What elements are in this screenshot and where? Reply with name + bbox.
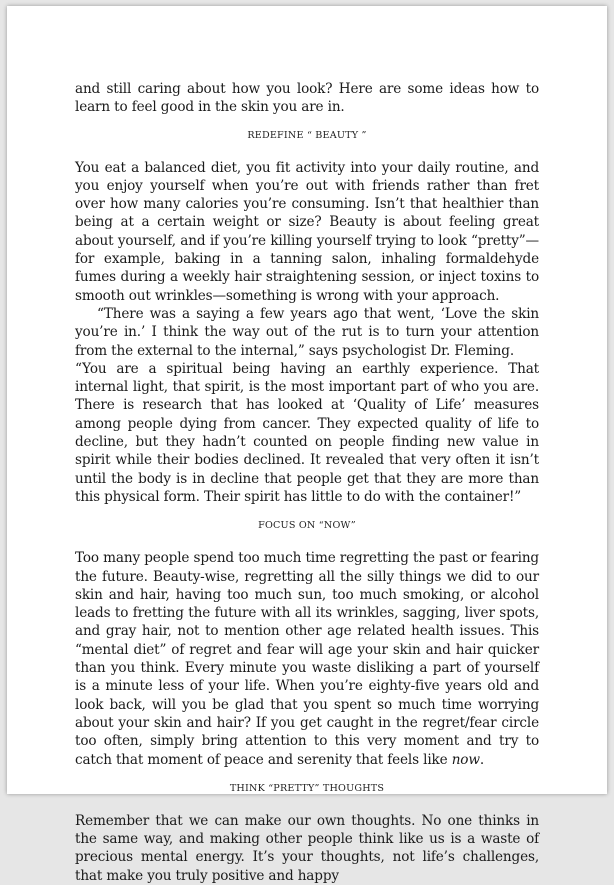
paragraph-love-the-skin: “There was a saying a few years ago that went, ‘Love the skin you’re in.’ I think the way out of the rut is to turn your attention from the external to the internal,” says psychologist Dr. Fleming. — [75, 305, 539, 359]
paragraph-balanced-diet: You eat a balanced diet, you fit activity into your daily routine, and you enjoy yourself when you’re out with friends rather than fret over how many calories you’re consuming. Isn’t that healthier than being at a certain weight or size? Beauty is about feeling great about yourself, and if you’re killing yourself trying to look “pretty”—for example, baking in a tanning salon, inhaling formaldehyde fumes during a weekly hair straightening session, or inject toxins to smooth out wrinkles—something is wrong with your approach. — [75, 159, 539, 304]
paragraph-regret-and-fear — [75, 549, 539, 769]
paragraph-regret-period: . — [479, 751, 484, 768]
section-heading-think-pretty-thoughts: THINK “PRETTY” THOUGHTS — [229, 782, 385, 794]
paragraph-intro-continuation: and still caring about how you look? Here are some ideas how to learn to feel good in the skin you are in. — [75, 81, 539, 116]
emphasis-now: now — [451, 751, 480, 768]
paragraph-regret-text: Too many people spend too much time regretting the past or fearing the future. Beauty-wise, regretting all the silly things we did to our skin and hair, having too much sun, too much smoking, or alcohol leads to fretting the future with all its wrinkles, sagging, liver spots, and gray hair, not to mention other age related health issues. This “mental diet” of regret and fear will age your skin and hair quicker than you think. Every minute you waste disliking a part of yourself is a minute less of your life. When you’re eighty-five years old and look back, will you be glad that you spent so much time worrying about your skin and hair? If you get caught in the regret/fear circle too often, simply bring attention to this very moment and try to catch that moment of peace and serenity that feels like — [75, 550, 539, 768]
paragraph-own-thoughts: Remember that we can make our own thoughts. No one thinks in the same way, and making other people think like us is a waste of precious mental energy. It’s your thoughts, not life’s challenges, that make you truly positive and happy — [75, 812, 539, 884]
section-heading-focus-on-now: FOCUS ON “NOW” — [258, 520, 356, 532]
page-content — [75, 80, 539, 885]
section-heading-redefine-beauty: REDEFINE “ BEAUTY ” — [247, 129, 367, 141]
paragraph-spiritual-being: “You are a spiritual being having an earthly experience. That internal light, that spirit, is the most important part of who you are. There is research that has looked at ‘Quality of Life’ measures among people dying from cancer. They expected quality of life to decline, but they hadn’t counted on people finding new value in spirit while their bodies declined. It revealed that very often it isn’t until the body is in decline that people get that they are more than this physical form. Their spirit has little to do with the container!” — [75, 360, 539, 505]
document-page — [7, 6, 607, 884]
